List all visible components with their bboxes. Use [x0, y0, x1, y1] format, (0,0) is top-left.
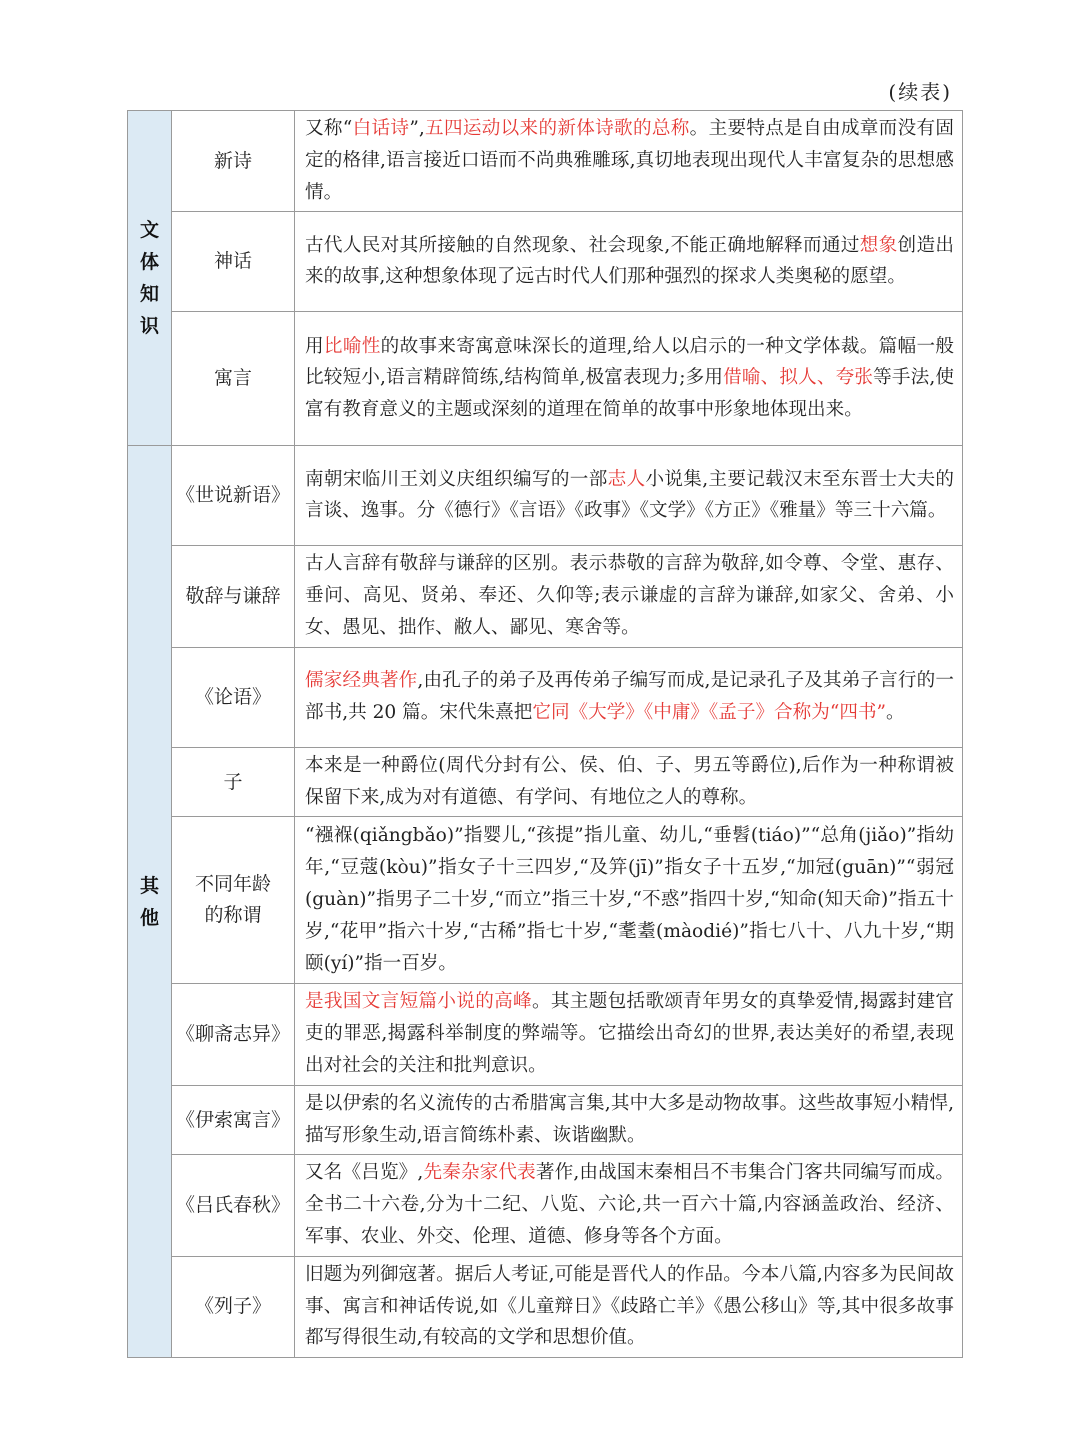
category-cell-qita: [128, 446, 172, 1358]
table-row: [128, 212, 963, 312]
description-cell: [295, 312, 963, 446]
description-text: ”,: [409, 118, 425, 139]
description-text: 旧题为列御寇著。据后人考证,可能是晋代人的作品。今本八篇,内容多为民间故事、寓言和神话传说,如《儿童辩日》《歧路亡羊》《愚公移山》等,其中很多故事都写得很生动,有较高的文学和思想价值。: [305, 1263, 954, 1349]
description-text: 古人言辞有敬辞与谦辞的区别。表示恭敬的言辞为敬辞,如令尊、令堂、惠存、垂问、高见、贤弟、奉还、久仰等;表示谦虚的言辞为谦辞,如家父、舍弟、小女、愚见、拙作、敝人、鄙见、寒舍等。: [305, 553, 954, 638]
term-name: 神话: [213, 250, 252, 273]
table-row: [128, 312, 963, 446]
description-cell: [295, 1155, 963, 1256]
term-name: 《世说新语》: [176, 484, 291, 507]
term-cell: [172, 747, 295, 817]
term-cell: [172, 1256, 295, 1357]
highlight-text: 五四运动以来的新体诗歌的总称: [424, 118, 690, 139]
term-name: 《吕氏春秋》: [176, 1194, 291, 1217]
highlight-text: 白话诗: [352, 118, 410, 139]
term-name: 子: [223, 770, 243, 793]
term-name: 寓言: [213, 367, 252, 390]
description-text: 是以伊索的名义流传的古希腊寓言集,其中大多是动物故事。这些故事短小精悍,描写形象生动,语言简练朴素、诙谐幽默。: [305, 1092, 954, 1146]
term-name: 《列子》: [194, 1295, 271, 1318]
description-text: 南朝宋临川王刘义庆组织编写的一部: [305, 468, 608, 490]
term-name: 《伊索寓言》: [176, 1108, 291, 1131]
term-name: 不同年龄的称谓: [194, 873, 271, 927]
term-cell: [172, 212, 295, 312]
description-text: 小说集,主要记载汉末至东晋士大夫的言谈、逸事。分《德行》《言语》《政事》《文学》《方正》《雅量》等三十六篇。: [305, 468, 954, 522]
highlight-text: 先秦杂家代表: [423, 1162, 536, 1184]
description-text: 本来是一种爵位(周代分封有公、侯、伯、子、男五等爵位),后作为一种称谓被保留下来,成为对有道德、有学问、有地位之人的尊称。: [305, 754, 954, 808]
description-text: 。其主题包括歌颂青年男女的真挚爱情,揭露封建官吏的罪恶,揭露科举制度的弊端等。它描绘出奇幻的世界,表达美好的希望,表现出对社会的关注和批判意识。: [305, 991, 954, 1076]
category-label: 文体知识: [140, 219, 160, 338]
description-cell: [295, 111, 963, 212]
description-cell: [295, 817, 963, 984]
term-cell: [172, 312, 295, 446]
knowledge-table: [127, 110, 963, 1358]
description-text: “襁褓(qiǎngbǎo)”指婴儿,“孩提”指儿童、幼儿,“垂髫(tiáo)”“总角(jiǎo)”指幼年,“豆蔻(kòu)”指女子十三四岁,“及笄(jī)”指女子十五岁,“加冠(guān)”“弱冠(guàn)”指男子二十岁,“而立”指三十岁,“不惑”指四十岁,“知命(知天命)”指五十岁,“花甲”指六十岁,“古稀”指七十岁,“耄耋(màodié)”指七八十、八九十岁,“期颐(yí)”指一百岁。: [305, 825, 954, 974]
term-cell: [172, 111, 295, 212]
table-row: [128, 1155, 963, 1256]
highlight-text: 是我国文言短篇小说的高峰: [305, 991, 532, 1013]
description-cell: [295, 984, 963, 1085]
table-row: [128, 1256, 963, 1357]
table-row: [128, 546, 963, 647]
table-row: [128, 111, 963, 212]
description-text: 的故事来寄寓意味深长的道理,给人以启示的一种文学体裁。篇幅一般比较短小,语言精辟简练,结构简单,极富表现力;多用: [305, 335, 954, 389]
category-label: 其他: [140, 874, 160, 929]
table-row: [128, 747, 963, 817]
term-cell: [172, 446, 295, 546]
term-cell: [172, 647, 295, 747]
description-cell: [295, 1256, 963, 1357]
category-cell-wenti: [128, 111, 172, 446]
continued-label: (续表): [888, 80, 952, 104]
description-text: 又名《吕览》,: [305, 1162, 424, 1184]
term-cell: [172, 984, 295, 1085]
description-text: 。主要特点是自由成章而没有固定的格律,语言接近口语而不尚典雅雕琢,真切地表现出现代人丰富复杂的思想感情。: [305, 118, 954, 203]
description-text: 创造出来的故事,这种想象体现了远古时代人们那种强烈的探求人类奥秘的愿望。: [305, 234, 954, 288]
table-row: [128, 647, 963, 747]
term-name: 新诗: [213, 149, 252, 172]
description-cell: [295, 546, 963, 647]
highlight-text: 它同《大学》《中庸》《孟子》合称为“四书”: [532, 701, 887, 723]
table-row: [128, 984, 963, 1085]
description-text: ,由孔子的弟子及再传弟子编写而成,是记录孔子及其弟子言行的一部书,共 20 篇。宋代朱熹把: [305, 669, 954, 723]
table-row: [128, 817, 963, 984]
description-text: 等手法,使富有教育意义的主题或深刻的道理在简单的故事中形象地体现出来。: [305, 367, 954, 421]
description-cell: [295, 212, 963, 312]
highlight-text: 想象: [859, 234, 898, 256]
term-name: 《论语》: [194, 685, 271, 708]
description-cell: [295, 647, 963, 747]
term-cell: [172, 1085, 295, 1155]
description-text: 又称“: [305, 118, 353, 139]
highlight-text: 比喻性: [323, 335, 381, 357]
description-text: 古代人民对其所接触的自然现象、社会现象,不能正确地解释而通过: [305, 234, 860, 256]
description-cell: [295, 747, 963, 817]
description-cell: [295, 1085, 963, 1155]
term-cell: [172, 546, 295, 647]
highlight-text: 借喻、拟人、夸张: [723, 367, 874, 389]
term-cell: [172, 1155, 295, 1256]
description-text: 用: [305, 335, 324, 357]
table-row: [128, 1085, 963, 1155]
term-name: 敬辞与谦辞: [185, 585, 281, 608]
table-row: [128, 446, 963, 546]
term-cell: [172, 817, 295, 984]
description-text: 著作,由战国末秦相吕不韦集合门客共同编写而成。全书二十六卷,分为十二纪、八览、六论,共一百六十篇,内容涵盖政治、经济、军事、农业、外交、伦理、道德、修身等各个方面。: [305, 1162, 954, 1247]
description-cell: [295, 446, 963, 546]
term-name: 《聊斋志异》: [176, 1023, 291, 1046]
description-text: 。: [886, 701, 905, 723]
highlight-text: 志人: [607, 468, 646, 490]
highlight-text: 儒家经典著作: [305, 669, 418, 691]
